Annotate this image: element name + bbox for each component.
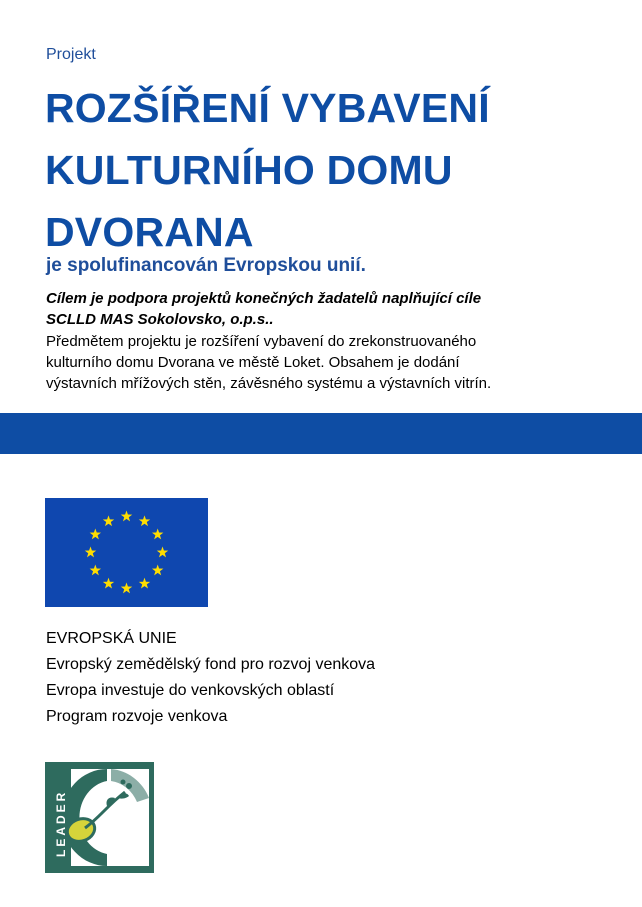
eu-flag-icon xyxy=(45,498,208,607)
subtitle: je spolufinancován Evropskou unií. xyxy=(46,255,366,276)
goal-text xyxy=(46,288,481,330)
description-line: Předmětem projektu je rozšíření vybavení do zrekonstruovaného xyxy=(46,333,477,350)
leader-logo-dot xyxy=(121,780,126,785)
blue-band-divider xyxy=(0,413,642,454)
description-text xyxy=(46,331,491,394)
title-line: KULTURNÍHO DOMU xyxy=(45,147,453,193)
leader-logo-icon xyxy=(45,762,154,873)
description-line: výstavních mřížových stěn, závěsného systému a výstavních vitrín. xyxy=(46,375,492,392)
leader-logo-dot xyxy=(126,783,132,789)
description-line: kulturního domu Dvorana ve městě Loket. Obsahem je dodání xyxy=(46,354,460,371)
goal-line: SCLLD MAS Sokolovsko, o.p.s.. xyxy=(46,311,274,328)
eu-line: Evropský zemědělský fond pro rozvoj venkova xyxy=(46,656,376,673)
page-title xyxy=(45,77,490,263)
leader-logo-text: LEADER xyxy=(54,789,68,857)
project-label: Projekt xyxy=(46,46,96,63)
eu-line: Program rozvoje venkova xyxy=(46,708,228,725)
eu-info-text xyxy=(46,626,375,730)
goal-line: Cílem je podpora projektů konečných žadatelů naplňující cíle xyxy=(46,290,482,307)
title-line: DVORANA xyxy=(45,209,254,255)
title-line: ROZŠÍŘENÍ VYBAVENÍ xyxy=(45,85,490,131)
eu-line: EVROPSKÁ UNIE xyxy=(46,630,177,647)
eu-line: Evropa investuje do venkovských oblastí xyxy=(46,682,335,699)
